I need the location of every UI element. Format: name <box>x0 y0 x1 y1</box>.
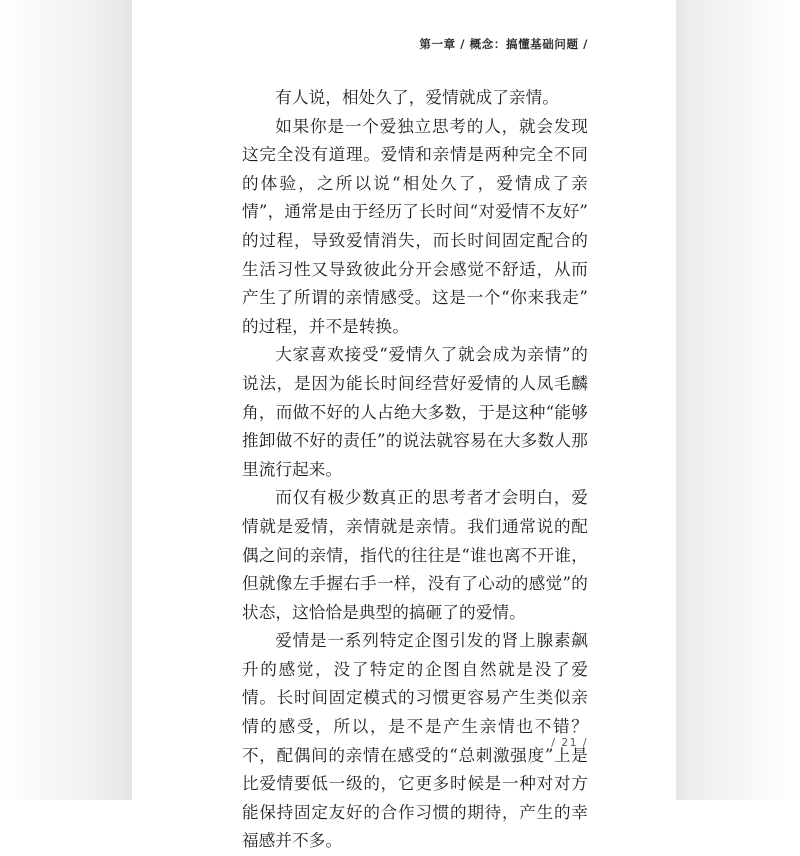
book-page-sheet <box>132 0 676 851</box>
page-number-folio: / 21 / <box>551 736 588 749</box>
running-head: 第一章 / 概念：搞懂基础问题 / <box>419 37 588 51</box>
paragraph: 爱情是一系列特定企图引发的肾上腺素飙升的感觉，没了特定的企图自然就是没了爱情。长时间固定模式的习惯更容易产生类似亲情的感受，所以，是不是产生亲情也不错？不，配偶间的亲情在感受的“总刺激强度”上是比爱情要低一级的，它更多时候是一种对对方能保持固定友好的合作习惯的期待，产生的幸福感并不多。 <box>242 631 588 851</box>
page-left-edge-shadow <box>0 0 132 800</box>
page-right-edge-shadow <box>676 0 800 800</box>
paragraph: 如果你是一个爱独立思考的人，就会发现这完全没有道理。爱情和亲情是两种完全不同的体验，之所以说“相处久了，爱情成了亲情”，通常是由于经历了长时间“对爱情不友好”的过程，导致爱情消失，而长时间固定配合的生活习性又导致彼此分开会感觉不舒适，从而产生了所谓的亲情感受。这是一个“你来我走”的过程，并不是转换。 <box>242 116 588 336</box>
paragraph: 有人说，相处久了，爱情就成了亲情。 <box>275 88 559 107</box>
paragraph: 而仅有极少数真正的思考者才会明白，爱情就是爱情，亲情就是亲情。我们通常说的配偶之间的亲情，指代的往往是“谁也离不开谁，但就像左手握右手一样，没有了心动的感觉”的状态，这恰恰是典型的搞砸了的爱情。 <box>242 488 588 622</box>
paragraph: 大家喜欢接受“爱情久了就会成为亲情”的说法，是因为能长时间经营好爱情的人凤毛麟角，而做不好的人占绝大多数，于是这种“能够推卸做不好的责任”的说法就容易在大多数人那里流行起来。 <box>242 345 588 479</box>
